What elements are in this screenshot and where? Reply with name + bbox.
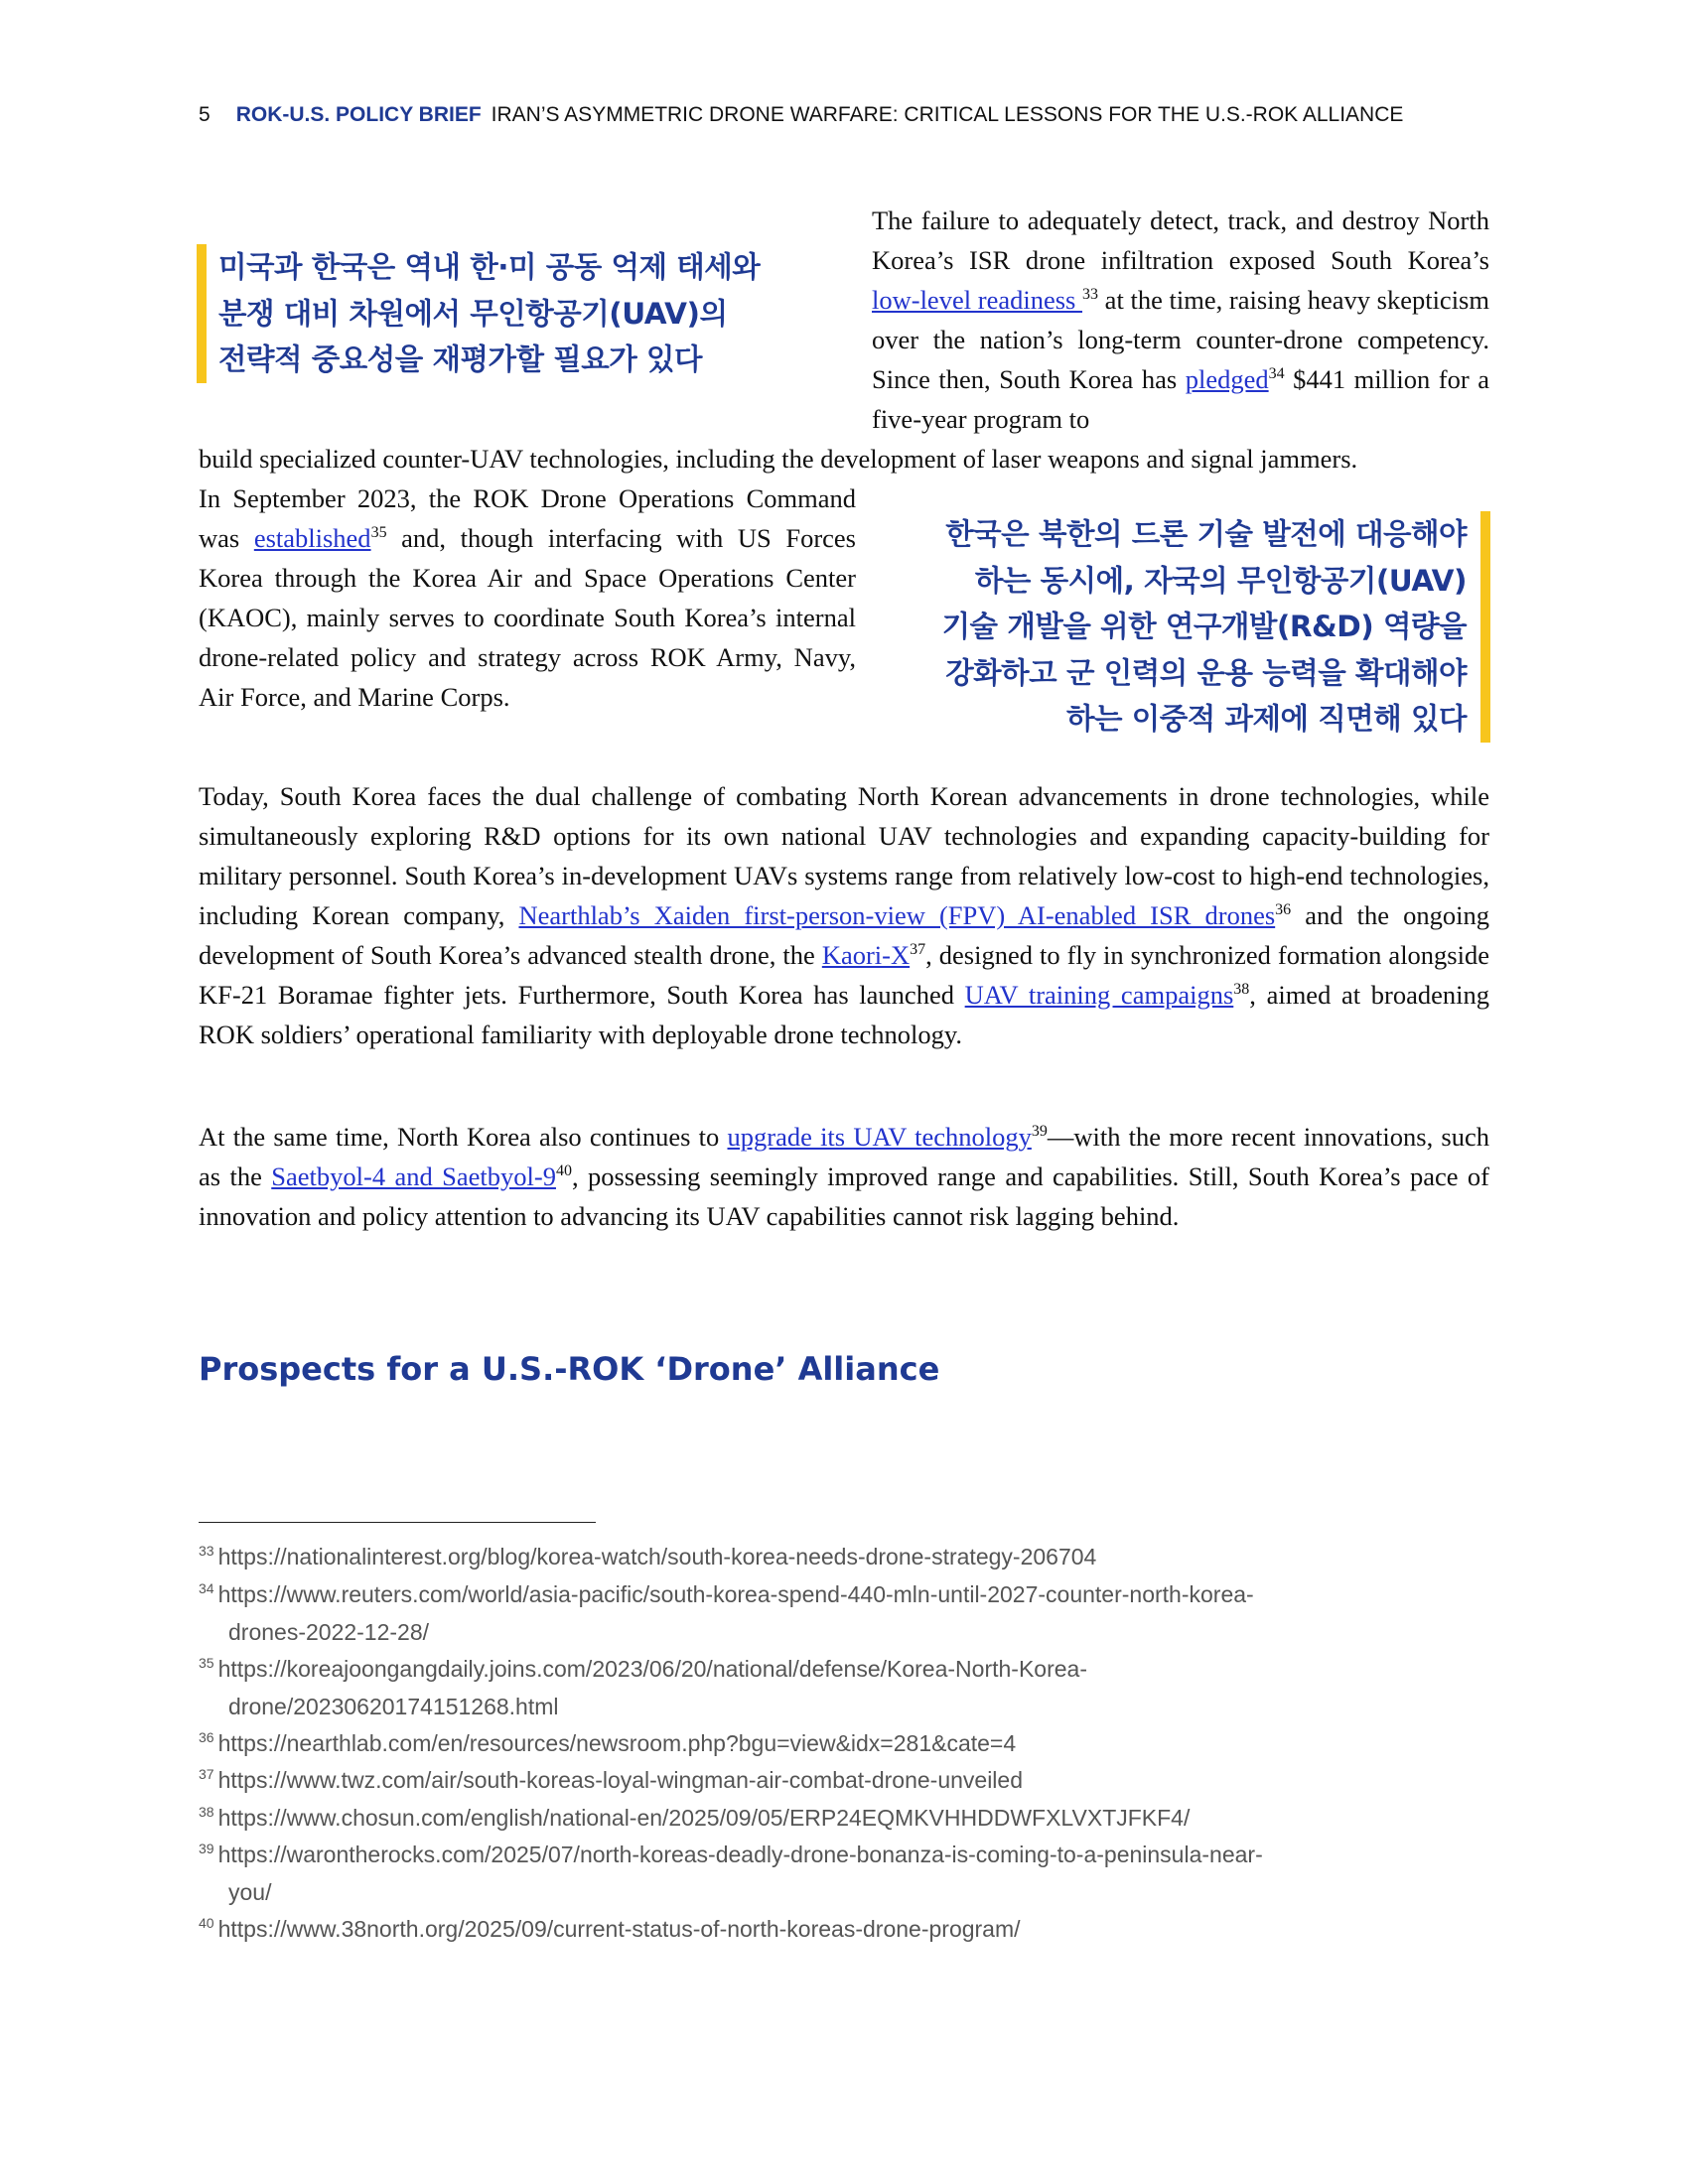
- link-upgrade-uav-technology[interactable]: upgrade its UAV technology: [727, 1122, 1032, 1152]
- footnote-number: 36: [199, 1729, 214, 1746]
- series-name: ROK-U.S. POLICY BRIEF: [235, 103, 482, 126]
- pull-quote-line: 전략적 중요성을 재평가할 필요가 있다: [218, 342, 703, 376]
- footnote-url[interactable]: https://www.twz.com/air/south-koreas-loyal-wingman-air-combat-drone-unveiled: [217, 1767, 1023, 1793]
- footnote-number: 39: [199, 1841, 214, 1857]
- paragraph-text: , aimed at broadening ROK soldiers’ operational familiarity with deployable drone technology.: [199, 980, 1490, 1049]
- footnote-ref: 37: [910, 941, 926, 959]
- footnote-ref: 40: [555, 1162, 572, 1180]
- pull-quote-line: 분쟁 대비 차원에서 무인항공기(UAV)의: [218, 296, 728, 331]
- footnote: [199, 1725, 1489, 1763]
- footnote-number: 35: [199, 1655, 214, 1672]
- footnote-url[interactable]: https://www.38north.org/2025/09/current-status-of-north-koreas-drone-program/: [217, 1916, 1021, 1942]
- footnote-number: 33: [199, 1543, 214, 1560]
- footnote-url[interactable]: https://nearthlab.com/en/resources/newsroom.php?bgu=view&idx=281&cate=4: [217, 1730, 1017, 1756]
- pull-quote-line: 하는 이중적 과제에 직면해 있다: [1065, 702, 1467, 736]
- footnote-url[interactable]: https://www.reuters.com/world/asia-pacific/south-korea-spend-440-mln-until-2027-counter-north-korea-: [217, 1581, 1254, 1607]
- footnote: [199, 1576, 1489, 1651]
- footnote-number: 34: [199, 1580, 214, 1597]
- link-saetbyol[interactable]: Saetbyol-4 and Saetbyol-9: [271, 1161, 556, 1191]
- paragraph-3: [199, 776, 1489, 1054]
- footnote: [199, 1539, 1489, 1576]
- footnote: [199, 1800, 1489, 1838]
- paragraph-text: The failure to adequately detect, track, and destroy North Korea’s ISR drone infiltration exposed South Korea’s: [872, 205, 1489, 275]
- footnote-ref: 34: [1268, 365, 1285, 383]
- footnote: [199, 1837, 1489, 1911]
- pull-quote-left: [197, 244, 760, 383]
- footnote-ref: 33: [1082, 286, 1099, 304]
- link-pledged[interactable]: pledged: [1185, 364, 1269, 394]
- paragraph-text: —with the more recent innovations, such as the: [199, 1122, 1489, 1191]
- section-heading: Prospects for a U.S.-ROK ‘Drone’ Alliance: [199, 1350, 940, 1388]
- pull-quote-line: 하는 동시에, 자국의 무인항공기(UAV): [974, 563, 1467, 598]
- pull-quote-line: 강화하고 군 인력의 운용 능력을 확대해야: [945, 655, 1467, 690]
- page-number: 5: [199, 103, 211, 126]
- link-nearthlab-xaiden[interactable]: Nearthlab’s Xaiden first-person-view (FPV) AI-enabled ISR drones: [518, 900, 1276, 930]
- link-uav-training-campaigns[interactable]: UAV training campaigns: [964, 980, 1234, 1010]
- footnote: [199, 1762, 1489, 1800]
- paragraph-text: At the same time, North Korea also continues to: [199, 1122, 728, 1152]
- report-title: IRAN’S ASYMMETRIC DRONE WARFARE: CRITICAL LESSONS FOR THE U.S.-ROK ALLIANCE: [491, 103, 1404, 126]
- paragraph-text: and the ongoing development of South Korea’s advanced stealth drone, the: [199, 900, 1489, 970]
- pull-quote-right: [942, 511, 1490, 743]
- paragraph-text: and, though interfacing with US Forces Korea through the Korea Air and Space Operations Center (KAOC), mainly serves to coordinate South Korea’s internal drone-related policy and strategy across ROK Army, Navy, Air Force, and Marine Corps.: [199, 523, 856, 712]
- footnote-url[interactable]: https://warontherocks.com/2025/07/north-koreas-deadly-drone-bonanza-is-coming-to-a-peninsula-near-: [217, 1842, 1263, 1867]
- link-kaori-x[interactable]: Kaori-X: [821, 940, 911, 970]
- footnote-url-continued[interactable]: drones-2022-12-28/: [228, 1618, 430, 1645]
- footnote-ref: 38: [1233, 981, 1250, 999]
- paragraph-1-continued: build specialized counter-UAV technologies, including the development of laser weapons and signal jammers.: [199, 444, 1358, 474]
- footnote-ref: 36: [1275, 901, 1292, 919]
- footnote-ref: 39: [1031, 1123, 1048, 1141]
- paragraph-text: In September 2023, the ROK Drone Operations Command was: [199, 483, 856, 553]
- paragraph-4: [199, 1117, 1489, 1236]
- paragraph-text: $441 million for a five-year program to: [872, 364, 1489, 434]
- pull-quote-line: 미국과 한국은 역내 한·미 공동 억제 태세와: [218, 250, 761, 284]
- paragraph-2: [199, 478, 856, 717]
- footnote-url[interactable]: https://nationalinterest.org/blog/korea-watch/south-korea-needs-drone-strategy-206704: [217, 1544, 1097, 1570]
- footnote-ref: 35: [370, 524, 387, 542]
- footnote-url-continued[interactable]: drone/20230620174151268.html: [228, 1693, 559, 1719]
- footnote: [199, 1911, 1489, 1949]
- pull-quote-line: 한국은 북한의 드론 기술 발전에 대응해야: [945, 517, 1467, 551]
- running-header: [199, 103, 1403, 127]
- link-established[interactable]: established: [253, 523, 371, 553]
- footnote-number: 38: [199, 1804, 214, 1821]
- footnote-url[interactable]: https://www.chosun.com/english/national-en/2025/09/05/ERP24EQMKVHHDDWFXLVXTJFKF4/: [217, 1805, 1191, 1831]
- paragraph-text: at the time, raising heavy skepticism over the nation’s long-term counter-drone competency. Since then, South Korea has: [872, 285, 1489, 394]
- paragraph-text: , designed to fly in synchronized formation alongside KF-21 Boramae fighter jets. Furthermore, South Korea has launched: [199, 940, 1489, 1010]
- paragraph-1: [872, 201, 1489, 439]
- footnote-number: 40: [199, 1915, 214, 1932]
- footnote-divider: [199, 1522, 596, 1523]
- paragraph-text: , possessing seemingly improved range and capabilities. Still, South Korea’s pace of innovation and policy attention to advancing its UAV capabilities cannot risk lagging behind.: [199, 1161, 1489, 1231]
- footnote-url[interactable]: https://koreajoongangdaily.joins.com/2023/06/20/national/defense/Korea-North-Korea-: [217, 1656, 1087, 1682]
- footnote: [199, 1651, 1489, 1725]
- pull-quote-line: 기술 개발을 위한 연구개발(R&D) 역량을: [941, 610, 1467, 643]
- footnote-url-continued[interactable]: you/: [228, 1878, 272, 1905]
- link-low-level-readiness[interactable]: low-level readiness: [872, 285, 1083, 315]
- footnote-number: 37: [199, 1766, 214, 1783]
- paragraph-text: Today, South Korea faces the dual challenge of combating North Korean advancements in drone technologies, while simultaneously exploring R&D options for its own national UAV technologies and expanding capacity-building for military personnel. South Korea’s in-development UAVs systems range from relatively low-cost to high-end technologies, including Korean company,: [199, 781, 1489, 930]
